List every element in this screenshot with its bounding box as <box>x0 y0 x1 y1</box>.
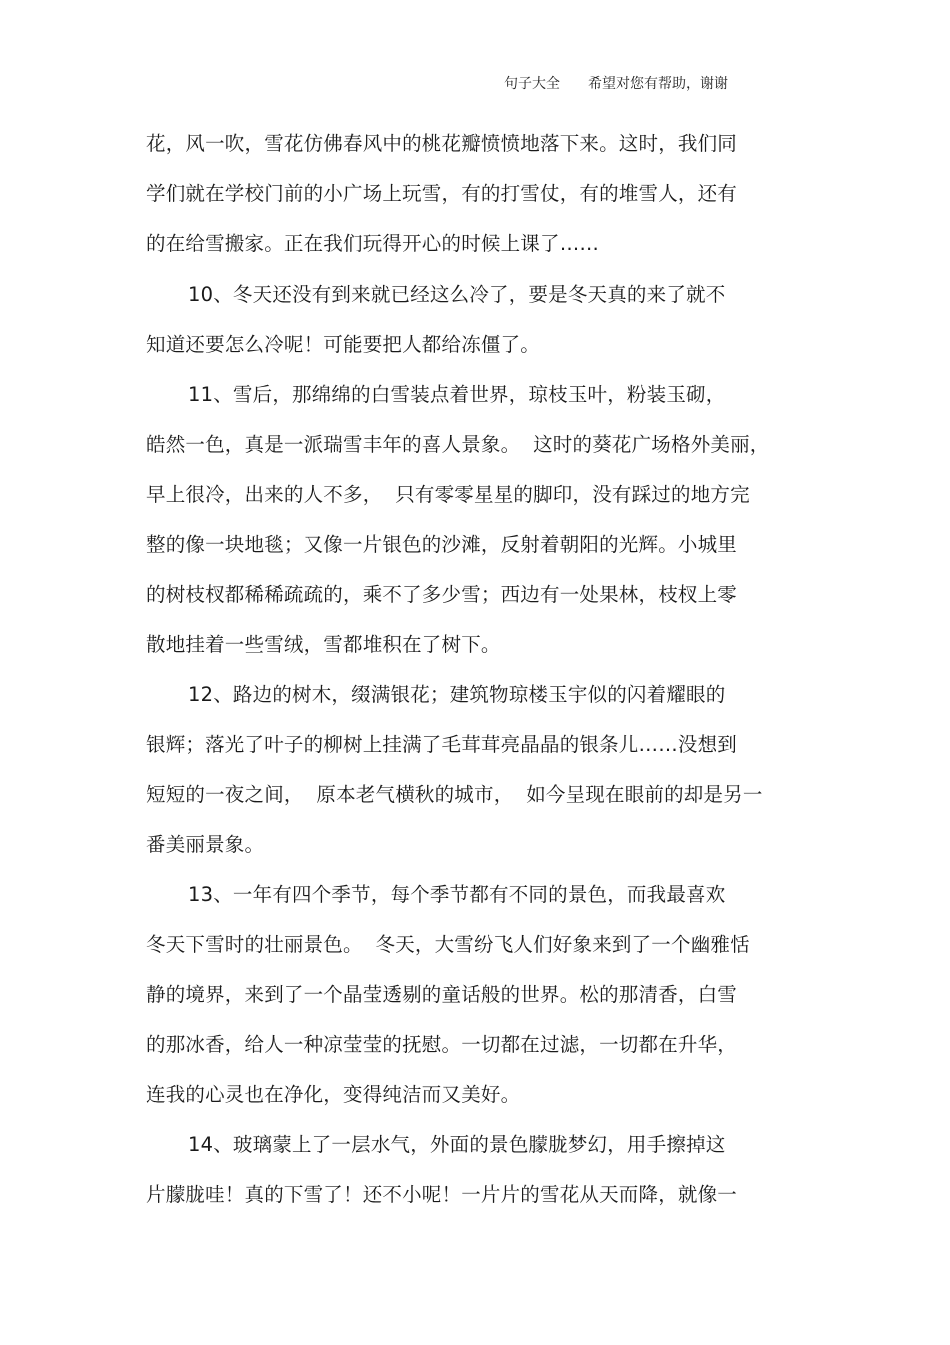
paragraph-12-first-line: 12、路边的树木，缀满银花；建筑物琼楼玉宇似的闪着耀眼的 <box>188 683 726 706</box>
text-line: 的那冰香，给人一种凉莹莹的抚慰。一切都在过滤，一切都在升华， <box>146 1033 738 1056</box>
text-line: 皓然一色，真是一派瑞雪丰年的喜人景象。 这时的葵花广场格外美丽， <box>146 433 770 456</box>
paragraph-14-first-line: 14、玻璃蒙上了一层水气，外面的景色朦胧梦幻，用手擦掉这 <box>188 1133 726 1156</box>
text-line: 整的像一块地毯；又像一片银色的沙滩，反射着朝阳的光辉。小城里 <box>146 533 738 556</box>
text-line: 知道还要怎么冷呢！可能要把人都给冻僵了。 <box>146 333 541 356</box>
paragraph-13-first-line: 13、一年有四个季节，每个季节都有不同的景色，而我最喜欢 <box>188 883 726 906</box>
text-line: 银辉；落光了叶子的柳树上挂满了毛茸茸亮晶晶的银条儿……没想到 <box>146 733 738 756</box>
header-site-name: 句子大全 <box>504 76 560 92</box>
page-header <box>504 74 728 94</box>
paragraph-10-first-line: 10、冬天还没有到来就已经这么冷了，要是冬天真的来了就不 <box>188 283 726 306</box>
text-line: 连我的心灵也在净化，变得纯洁而又美好。 <box>146 1083 521 1106</box>
text-line: 番美丽景象。 <box>146 833 265 856</box>
text-line: 片朦胧哇！真的下雪了！还不小呢！一片片的雪花从天而降，就像一 <box>146 1183 738 1206</box>
text-line: 的在给雪搬家。正在我们玩得开心的时候上课了…… <box>146 232 600 255</box>
text-line: 冬天下雪时的壮丽景色。 冬天，大雪纷飞人们好象来到了一个幽雅恬 <box>146 933 750 956</box>
text-line: 早上很冷，出来的人不多， 只有零零星星的脚印，没有踩过的地方完 <box>146 483 750 506</box>
text-line: 的树枝杈都稀稀疏疏的，乘不了多少雪；西边有一处果林，枝杈上零 <box>146 583 738 606</box>
header-message: 希望对您有帮助，谢谢 <box>588 76 728 92</box>
text-line: 静的境界，来到了一个晶莹透剔的童话般的世界。松的那清香，白雪 <box>146 983 738 1006</box>
paragraph-11-first-line: 11、雪后，那绵绵的白雪装点着世界，琼枝玉叶，粉装玉砌， <box>188 383 726 406</box>
text-line: 学们就在学校门前的小广场上玩雪，有的打雪仗，有的堆雪人，还有 <box>146 182 738 205</box>
text-line: 短短的一夜之间， 原本老气横秋的城市， 如今呈现在眼前的却是另一 <box>146 783 763 806</box>
text-line: 散地挂着一些雪绒，雪都堆积在了树下。 <box>146 633 501 656</box>
text-line: 花，风一吹，雪花仿佛春风中的桃花瓣愤愤地落下来。这时，我们同 <box>146 132 738 155</box>
